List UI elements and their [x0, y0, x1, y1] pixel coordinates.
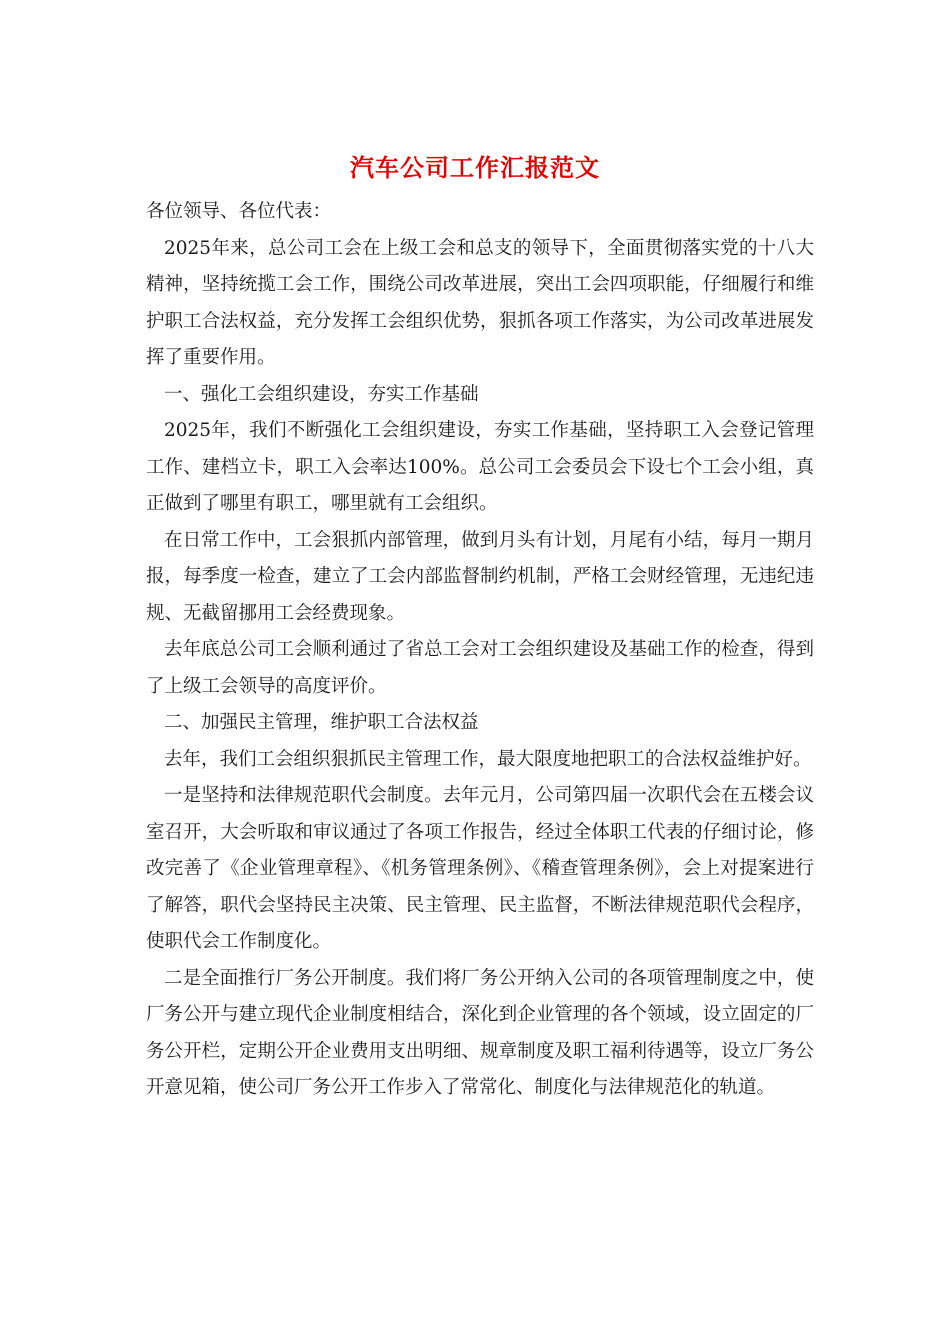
- paragraph: 去年，我们工会组织狠抓民主管理工作，最大限度地把职工的合法权益维护好。: [164, 748, 812, 770]
- paragraph-intro: 2025年来，总公司工会在上级工会和总支的领导下，全面贯彻落实党的十八大精神，坚持统揽工会工作，围绕公司改革进展，突出工会四项职能，仔细履行和维护职工合法权益，充分发挥工会组织优势，狠抓各项工作落实，为公司改革进展发挥了重要作用。: [146, 237, 814, 368]
- paragraph: 去年底总公司工会顺利通过了省总工会对工会组织建设及基础工作的检查，得到了上级工会领导的高度评价。: [146, 639, 814, 697]
- section-heading-2: 二、加强民主管理，维护职工合法权益: [164, 712, 479, 733]
- paragraph: 2025年，我们不断强化工会组织建设，夯实工作基础，坚持职工入会登记管理工作、建档立卡，职工入会率达100%。总公司工会委员会下设七个工会小组，真正做到了哪里有职工，哪里就有工会组织。: [146, 420, 814, 514]
- document-title: 汽车公司工作汇报范文: [350, 153, 600, 182]
- paragraph: 一是坚持和法律规范职代会制度。去年元月，公司第四届一次职代会在五楼会议室召开，大会听取和审议通过了各项工作报告，经过全体职工代表的仔细讨论，修改完善了《企业管理章程》、《机务管理条例》、《稽查管理条例》，会上对提案进行了解答，职代会坚持民主决策、民主管理、民主监督，不断法律规范职代会程序，使职代会工作制度化。: [146, 785, 814, 952]
- paragraph: 二是全面推行厂务公开制度。我们将厂务公开纳入公司的各项管理制度之中，使厂务公开与建立现代企业制度相结合，深化到企业管理的各个领域，设立固定的厂务公开栏，定期公开企业费用支出明细、规章制度及职工福利待遇等，设立厂务公开意见箱，使公司厂务公开工作步入了常常化、制度化与法律规范化的轨道。: [146, 967, 814, 1098]
- paragraph: 在日常工作中，工会狠抓内部管理，做到月头有计划，月尾有小结，每月一期月报，每季度一检查，建立了工会内部监督制约机制，严格工会财经管理，无违纪违规、无截留挪用工会经费现象。: [146, 529, 814, 624]
- section-heading-1: 一、强化工会组织建设，夯实工作基础: [164, 383, 479, 405]
- salutation: 各位领导、各位代表：: [146, 201, 332, 222]
- document-body: [146, 194, 814, 1107]
